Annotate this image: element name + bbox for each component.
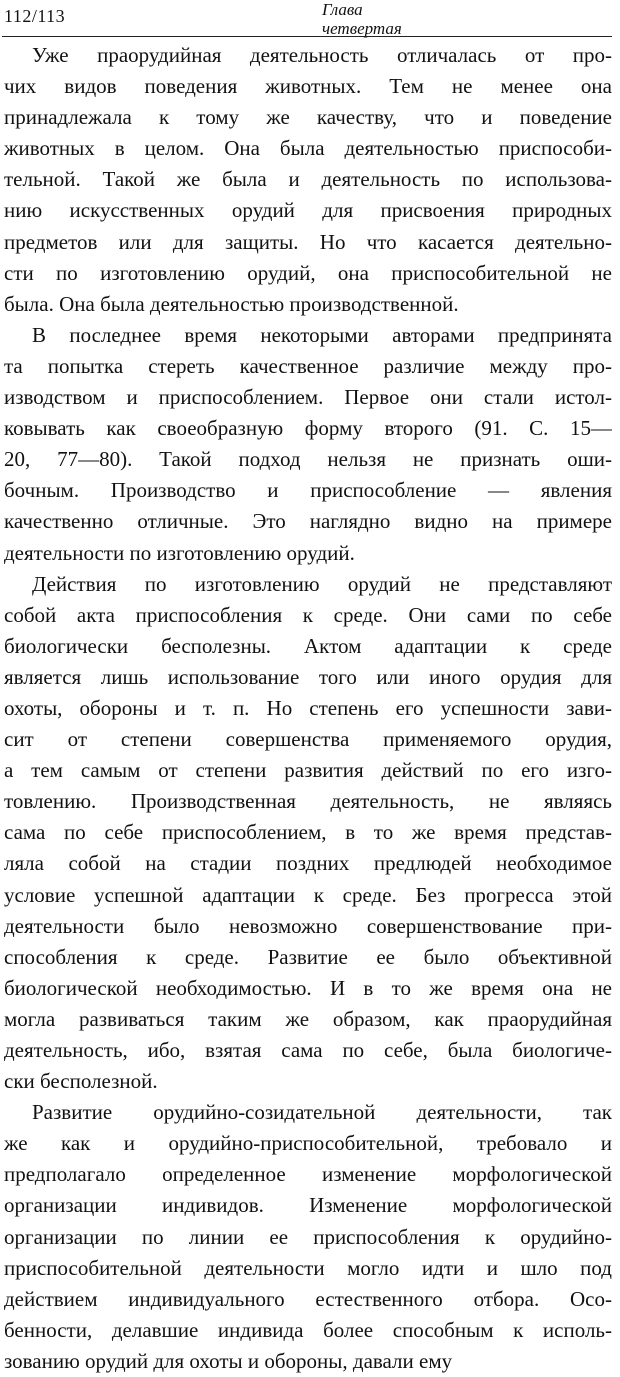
text-line: бочным. Производство и приспособление — явления <box>4 478 612 503</box>
text-line: ляла собой на стадии поздних предлюдей необходимое <box>4 851 612 876</box>
text-line: биологической необходимостью. И в то же время она не <box>4 975 612 1000</box>
running-head <box>322 0 402 38</box>
text-line: сти по изготовлению орудий, она приспособительной не <box>4 260 612 285</box>
text-line: способления к среде. Развитие ее было объективной <box>4 944 612 969</box>
text-line: зованию орудий для охоты и обороны, давали ему <box>4 1348 453 1373</box>
text-line: могла развиваться таким же образом, как праорудийная <box>4 1006 612 1031</box>
text-line: чих видов поведения животных. Тем не менее она <box>4 74 612 99</box>
text-line: животных в целом. Она была деятельностью приспособи- <box>4 136 612 161</box>
text-line: Развитие орудийно-созидательной деятельности, так <box>32 1100 612 1125</box>
paragraph <box>4 40 612 320</box>
text-line: действием индивидуального естественного отбора. Осо- <box>4 1286 612 1311</box>
text-line: является лишь использование того или иного орудия для <box>4 664 612 689</box>
text-line: В последнее время некоторыми авторами предпринята <box>32 322 612 347</box>
text-line: Действия по изготовлению орудий не представляют <box>32 571 612 596</box>
paragraph <box>4 569 612 1098</box>
text-line: та попытка стереть качественное различие между про- <box>4 353 612 378</box>
text-line: тельной. Такой же была и деятельность по использова- <box>4 167 612 192</box>
header-rule <box>2 36 612 37</box>
text-line: же как и орудийно-приспособительной, требовало и <box>4 1131 612 1156</box>
text-line: сама по себе приспособлением, в то же время представ- <box>4 820 612 845</box>
text-line: изводством и приспособлением. Первое они стали истол- <box>4 385 612 410</box>
text-line: товлению. Производственная деятельность, не являясь <box>4 789 612 814</box>
page-number: 112/113 <box>4 6 66 26</box>
text-line: сит от степени совершенства применяемого орудия, <box>4 727 612 752</box>
text-line: организации по линии ее приспособления к орудийно- <box>4 1224 612 1249</box>
text-line: принадлежала к тому же качеству, что и поведение <box>4 105 612 130</box>
text-line: а тем самым от степени развития действий по его изго- <box>4 758 612 783</box>
text-line: деятельность, ибо, взятая сама по себе, была биологиче- <box>4 1038 612 1062</box>
text-line: 20, 77—80). Такой подход нельзя не признать оши- <box>4 447 612 472</box>
text-line: предметов или для защиты. Но что касается деятельно- <box>4 229 612 254</box>
text-line: охоты, обороны и т. п. Но степень его успешности зави- <box>4 695 612 720</box>
text-line: была. Она была деятельностью производственной. <box>4 291 459 316</box>
text-line: предполагало определенное изменение морфологической <box>4 1162 612 1187</box>
text-line: условие успешной адаптации к среде. Без прогресса этой <box>4 882 612 907</box>
text-line: бенности, делавшие индивида более способным к исполь- <box>4 1317 612 1342</box>
text-line: собой акта приспособления к среде. Они сами по себе <box>4 602 612 627</box>
running-head-chapter-number: четвертая <box>322 19 402 38</box>
text-line: нию искусственных орудий для присвоения природных <box>4 198 612 223</box>
text-line: качественно отличные. Это наглядно видно на примере <box>4 509 612 534</box>
text-line: деятельности по изготовлению орудий. <box>4 540 355 565</box>
text-line: приспособительной деятельности могло идти и шло под <box>4 1255 612 1280</box>
text-line: Уже праорудийная деятельность отличалась от про- <box>32 43 612 67</box>
page-body <box>4 40 612 1377</box>
text-line: ски бесполезной. <box>4 1069 158 1094</box>
text-line: ковывать как своеобразную форму второго (91. С. 15— <box>4 416 612 441</box>
paragraph <box>4 320 612 569</box>
text-line: организации индивидов. Изменение морфологической <box>4 1193 612 1218</box>
paragraph <box>4 1097 612 1377</box>
text-line: деятельности было невозможно совершенствование при- <box>4 913 612 938</box>
running-head-chapter: Глава <box>322 0 363 19</box>
text-line: биологически бесполезны. Актом адаптации к среде <box>4 633 612 658</box>
